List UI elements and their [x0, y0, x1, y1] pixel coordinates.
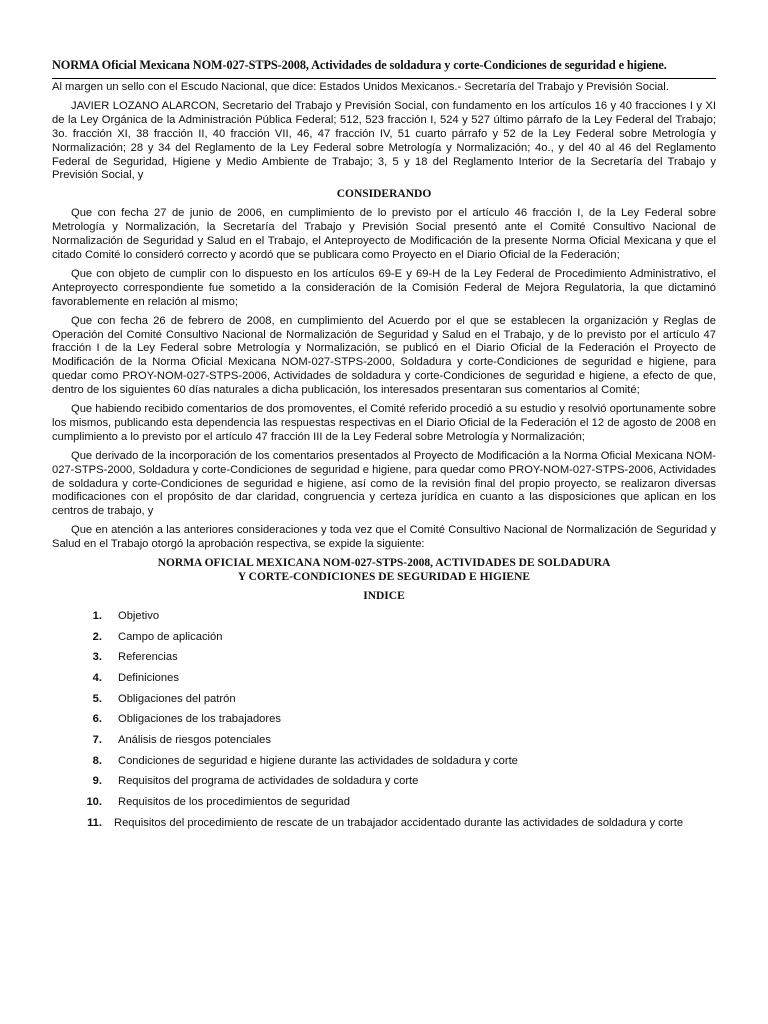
index-number: 7. — [92, 733, 102, 746]
index-list — [52, 609, 716, 837]
considerando-paragraph: Que habiendo recibido comentarios de dos promoventes, el Comité referido procedió a su estudio y resolvió oportunamente sobre los mismos, publicando esta dependencia las respuestas respectivas en el Diario Oficial de la Federación el 12 de agosto de 2008 en cumplimiento a lo previsto por el artículo 47 fracción III de la Ley Federal sobre Metrología y Normalización; — [52, 403, 716, 443]
index-number: 3. — [92, 651, 102, 664]
document-body — [52, 81, 716, 836]
index-item — [52, 650, 716, 671]
norma-heading-line: Y CORTE-CONDICIONES DE SEGURIDAD E HIGIENE — [237, 571, 531, 583]
index-item — [52, 671, 716, 692]
index-number: 9. — [92, 775, 102, 788]
index-number: 1. — [92, 609, 102, 622]
index-item — [52, 774, 716, 795]
index-label: Condiciones de seguridad e higiene durante las actividades de soldadura y corte — [118, 754, 518, 767]
index-item — [52, 609, 716, 630]
index-label: Requisitos del programa de actividades de soldadura y corte — [118, 775, 419, 788]
intro-paragraph: Al margen un sello con el Escudo Nacional, que dice: Estados Unidos Mexicanos.- Secretaría del Trabajo y Previsión Social. — [52, 81, 669, 93]
index-number: 11. — [87, 816, 102, 829]
index-item — [52, 712, 716, 733]
index-label: Análisis de riesgos potenciales — [118, 733, 271, 746]
index-item — [52, 795, 716, 816]
index-label: Requisitos de los procedimientos de seguridad — [118, 796, 350, 808]
norma-heading — [52, 557, 716, 585]
index-item — [52, 630, 716, 651]
index-number: 4. — [92, 671, 102, 684]
considerando-paragraph: Que con objeto de cumplir con lo dispuesto en los artículos 69-E y 69-H de la Ley Federal de Procedimiento Administrativo, el Anteproyecto correspondiente fue sometido a la consideración de la Comisión Federal de Mejora Regulatoria, la que dictaminó favorablemente en relación al mismo; — [52, 267, 716, 308]
considerando-paragraph: Que derivado de la incorporación de los comentarios presentados al Proyecto de Modificación a la Norma Oficial Mexicana NOM-027-STPS-2000, Soldadura y corte-Condiciones de seguridad e higiene, para quedar como PROY-NOM-027-STPS-2006, Actividades de soldadura y corte-Condiciones de seguridad e higiene, así como de la revisión final del propio proyecto, se realizaron diversas modificaciones con el propósito de dar claridad, congruencia y certeza jurídica en cuanto a las disposiciones que aplican en los centros de trabajo, y — [52, 449, 716, 518]
title-rule — [52, 78, 716, 79]
index-label: Obligaciones del patrón — [118, 692, 236, 705]
indice-heading: INDICE — [363, 589, 405, 602]
considerando-paragraph: Que en atención a las anteriores consideraciones y toda vez que el Comité Consultivo Nacional de Normalización de Seguridad y Salud en el Trabajo otorgó la aprobación respectiva, se expide la siguiente: — [52, 524, 716, 551]
index-item — [52, 733, 716, 754]
index-label: Referencias — [118, 651, 178, 664]
considerando-paragraph: Que con fecha 27 de junio de 2006, en cumplimiento de lo previsto por el artículo 46 fracción I, de la Ley Federal sobre Metrología y Normalización, la Secretaría del Trabajo y Previsión Social presentó ante el Comité Consultivo Nacional de Normalización de Seguridad y Salud en el Trabajo, el Anteproyecto de Modificación de la presente Norma Oficial Mexicana y que el citado Comité lo consideró correcto y acordó que se publicara como Proyecto en el Diario Oficial de la Federación; — [52, 207, 716, 261]
preamble-paragraph: JAVIER LOZANO ALARCON, Secretario del Trabajo y Previsión Social, con fundamento en los artículos 16 y 40 fracciones I y XI de la Ley Orgánica de la Administración Pública Federal; 512, 523 fracción I, 524 y 527 último párrafo de la Ley Federal del Trabajo; 3o. fracción XI, 38 fracción II, 40 fracción VII, 46, 47 fracción IV, 51 cuarto párrafo y 52 de la Ley Federal sobre Metrología y Normalización; 28 y 34 del Reglamento de la Ley Federal sobre Metrología y Normalización; 4o., y del 40 al 46 del Reglamento Federal de Seguridad, Higiene y Medio Ambiente de Trabajo; 3, 5 y 18 del Reglamento Interior de la Secretaría del Trabajo y Previsión Social, y — [52, 99, 716, 182]
index-label: Requisitos del procedimiento de rescate de un trabajador accidentado durante las actividades de soldadura y corte — [114, 816, 684, 829]
norma-heading-line: NORMA OFICIAL MEXICANA NOM-027-STPS-2008, ACTIVIDADES DE SOLDADURA — [157, 557, 611, 570]
index-label: Objetivo — [118, 609, 160, 622]
considerando-heading: CONSIDERANDO — [336, 188, 432, 201]
index-label: Definiciones — [118, 671, 179, 684]
document-title: NORMA Oficial Mexicana NOM-027-STPS-2008, Actividades de soldadura y corte-Condiciones de seguridad e higiene. — [52, 58, 667, 72]
index-number: 5. — [92, 692, 102, 705]
considerando-paragraph: Que con fecha 26 de febrero de 2008, en cumplimiento del Acuerdo por el que se establecen la organización y Reglas de Operación del Comité Consultivo Nacional de Normalización de Seguridad y Salud en el Trabajo, y de lo previsto por el artículo 47 fracción I de la Ley Federal sobre Metrología y Normalización, se publicó en el Diario Oficial de la Federación el Proyecto de Modificación de la Norma Oficial Mexicana NOM-027-STPS-2000, Soldadura y corte-Condiciones de seguridad e higiene, para quedar como PROY-NOM-027-STPS-2006, Actividades de soldadura y corte-Condiciones de seguridad e higiene, a efecto de que, dentro de los siguientes 60 días naturales a dicha publicación, los interesados presentaran sus comentarios al Comité; — [52, 314, 716, 397]
index-number: 8. — [92, 754, 102, 767]
index-number: 2. — [92, 630, 102, 643]
index-item — [52, 692, 716, 713]
index-item — [52, 816, 716, 837]
index-number: 10. — [86, 796, 102, 808]
index-number: 6. — [92, 713, 102, 726]
index-label: Campo de aplicación — [118, 630, 223, 643]
index-item — [52, 754, 716, 775]
index-label: Obligaciones de los trabajadores — [118, 713, 281, 726]
